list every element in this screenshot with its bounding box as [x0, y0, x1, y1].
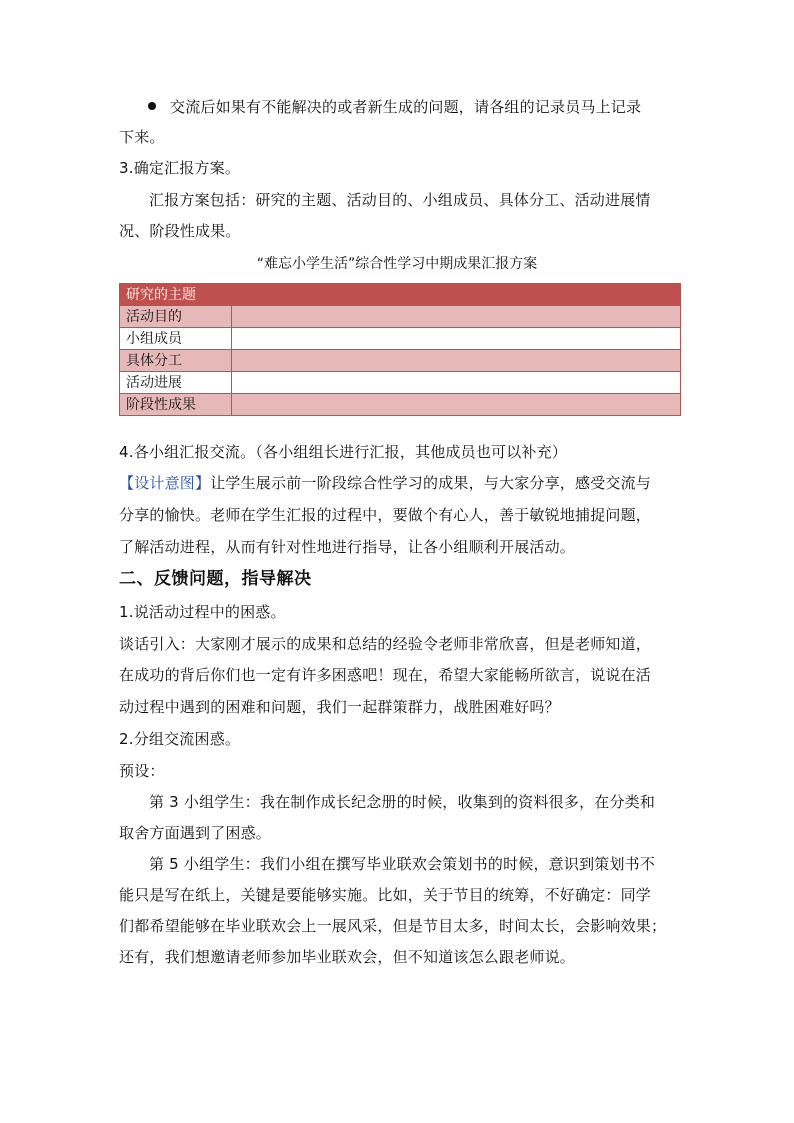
row-label: 阶段性成果 [120, 394, 232, 416]
table-row [120, 350, 681, 372]
step-1-title: 1.说活动过程中的困惑。 [119, 603, 286, 621]
row-value [232, 350, 681, 372]
plan-intro-line-2: 况、阶段性成果。 [119, 222, 241, 240]
row-label: 小组成员 [120, 328, 232, 350]
report-plan-table [119, 283, 681, 416]
row-label: 具体分工 [120, 350, 232, 372]
table-title: “难忘小学生活”综合性学习中期成果汇报方案 [256, 256, 538, 272]
table-row [120, 306, 681, 328]
step-2-title: 2.分组交流困惑。 [119, 730, 241, 748]
design-intent-text: 让学生展示前一阶段综合性学习的成果，与大家分享，感受交流与 [210, 474, 652, 492]
step-4-title: 4.各小组汇报交流。（各小组组长进行汇报，其他成员也可以补充） [119, 443, 568, 461]
design-intent-line-3: 了解活动进程，从而有针对性地进行指导，让各小组顺利开展活动。 [119, 538, 576, 556]
group-3-line-2: 取舍方面遇到了困惑。 [119, 824, 272, 842]
table-row [120, 328, 681, 350]
row-value [232, 328, 681, 350]
row-value [232, 284, 681, 306]
group-5-line-1: 第 5 小组学生：我们小组在撰写毕业联欢会策划书的时候，意识到策划书不 [149, 855, 656, 873]
bullet-text: 交流后如果有不能解决的或者新生成的问题，请各组的记录员马上记录 [170, 98, 642, 116]
design-intent-line-2: 分享的愉快。老师在学生汇报的过程中，要做个有心人，善于敏锐地捕捉问题， [119, 506, 652, 524]
group-3-line-1: 第 3 小组学生：我在制作成长纪念册的时候，收集到的资料很多，在分类和 [149, 793, 656, 811]
row-label: 活动目的 [120, 306, 232, 328]
bullet-icon [148, 102, 156, 110]
group-5-line-2: 能只是写在纸上，关键是要能够实施。比如，关于节目的统筹，不好确定：同学 [119, 886, 652, 904]
group-5-line-4: 还有，我们想邀请老师参加毕业联欢会，但不知道该怎么跟老师说。 [119, 948, 576, 966]
plan-intro-line-1: 汇报方案包括：研究的主题、活动目的、小组成员、具体分工、活动进展情 [149, 191, 651, 209]
intro-line-2: 在成功的背后你们也一定有许多困惑吧！现在，希望大家能畅所欲言，说说在活 [119, 666, 652, 684]
design-intent-tag: 【设计意图】 [119, 474, 211, 492]
row-value [232, 372, 681, 394]
table-row [120, 394, 681, 416]
bullet-text-continued: 下来。 [119, 128, 165, 146]
intro-line-1: 谈话引入：大家刚才展示的成果和总结的经验令老师非常欣喜，但是老师知道， [119, 635, 652, 653]
step-3-title: 3.确定汇报方案。 [119, 159, 241, 177]
design-intent-line-1 [119, 473, 651, 493]
row-value [232, 306, 681, 328]
row-label: 活动进展 [120, 372, 232, 394]
table-row [120, 284, 681, 306]
row-value [232, 394, 681, 416]
preset-label: 预设： [119, 762, 165, 780]
intro-line-3: 动过程中遇到的困难和问题，我们一起群策群力，战胜困难好吗？ [119, 698, 560, 716]
bullet-paragraph-line [148, 97, 641, 117]
section-heading: 二、反馈问题，指导解决 [119, 569, 312, 589]
group-5-line-3: 们都希望能够在毕业联欢会上一展风采，但是节目太多，时间太长，会影响效果； [119, 917, 667, 935]
row-label: 研究的主题 [120, 284, 232, 306]
table-row [120, 372, 681, 394]
